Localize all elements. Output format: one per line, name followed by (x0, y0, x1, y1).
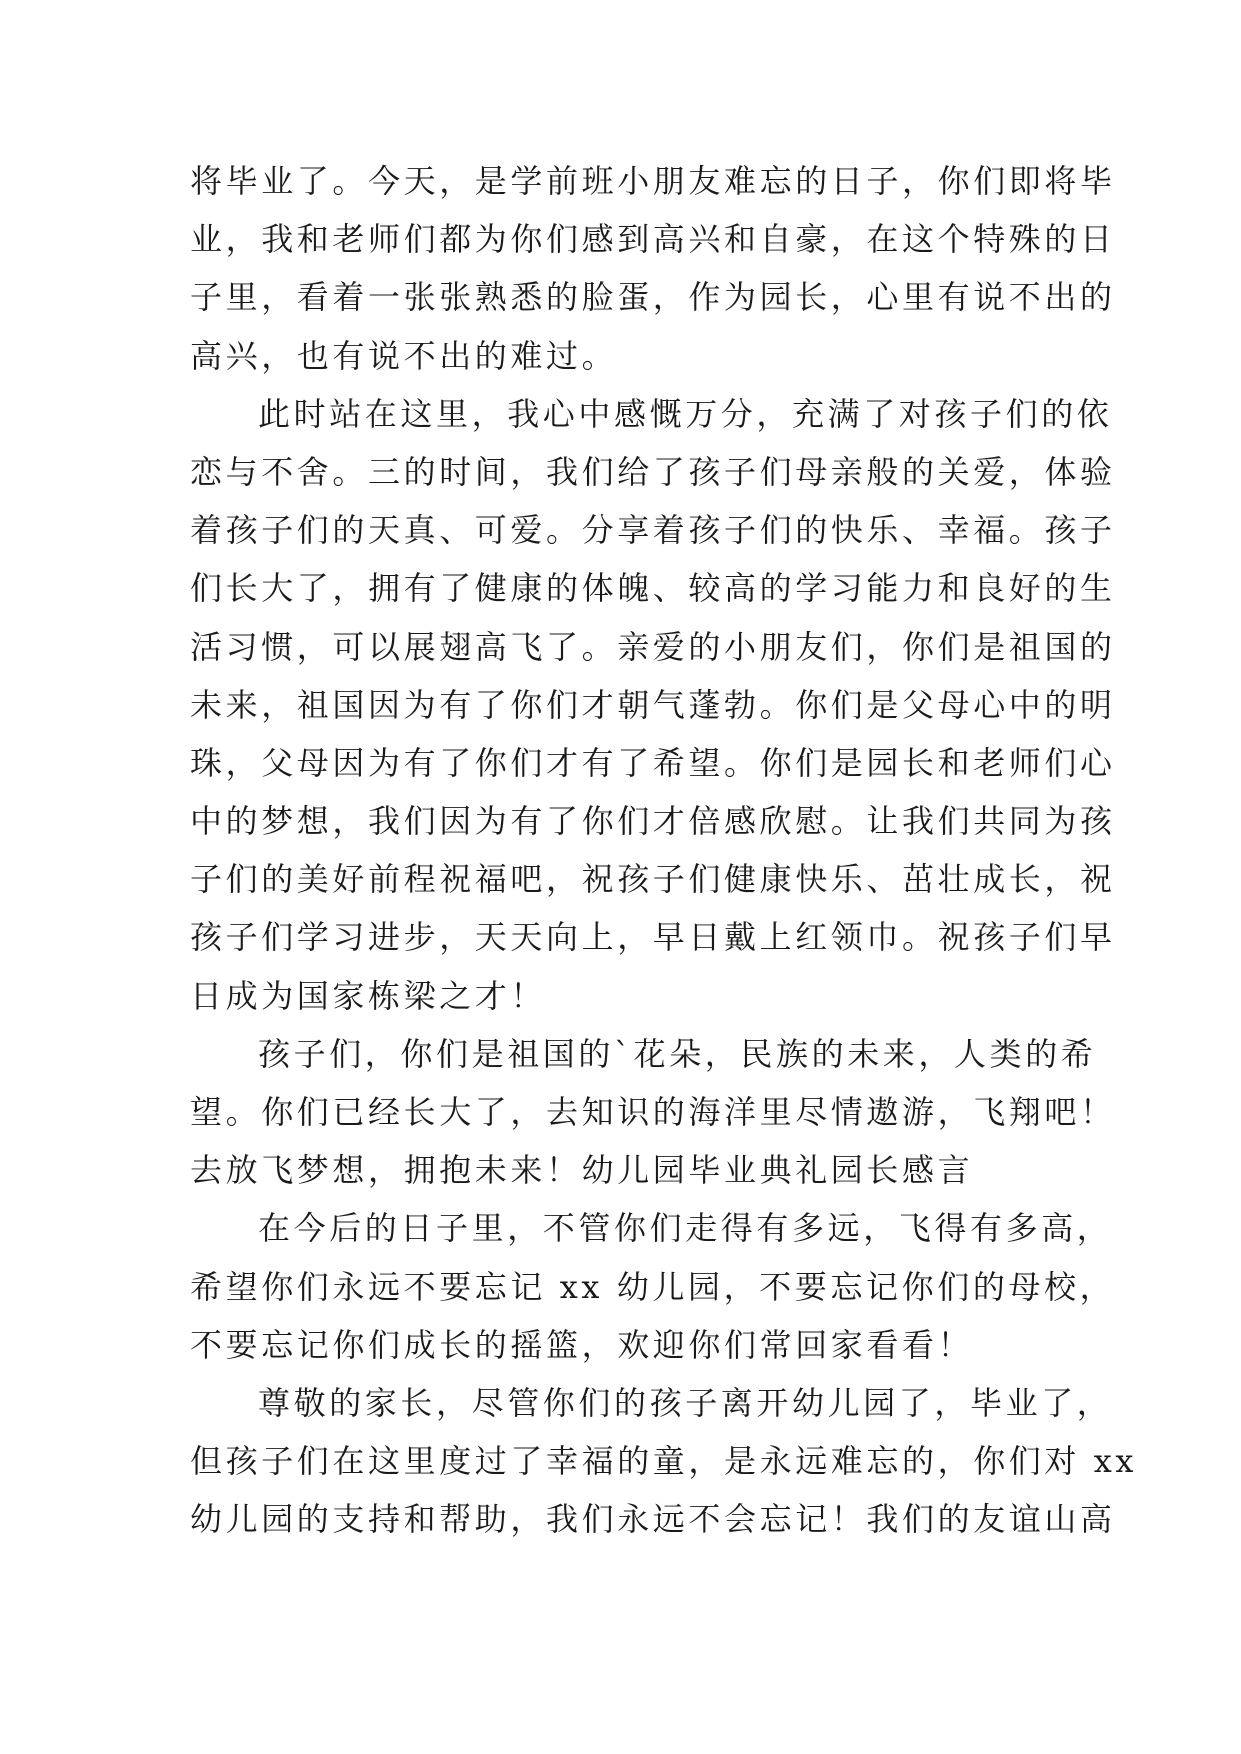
text-line: 日成为国家栋梁之才！ (190, 976, 547, 1015)
paragraph-2 (190, 385, 1116, 1025)
text-line: 未来，祖国因为有了你们才朝气蓬勃。你们是父母心中的明 (190, 685, 1116, 724)
paragraph-5 (190, 1374, 1138, 1549)
paragraph-3 (190, 1025, 1116, 1200)
text-line: 尊敬的家长，尽管你们的孩子离开幼儿园了，毕业了， (258, 1383, 1113, 1422)
paragraph-4 (190, 1199, 1116, 1374)
text-line: 着孩子们的天真、可爱。分享着孩子们的快乐、幸福。孩子 (190, 511, 1116, 550)
text-line: 孩子们学习进步，天天向上，早日戴上红领巾。祝孩子们早 (190, 918, 1116, 957)
paragraph-1 (190, 152, 1116, 385)
text-line: 活习惯，可以展翅高飞了。亲爱的小朋友们，你们是祖国的 (190, 627, 1116, 666)
text-line: 去放飞梦想，拥抱未来！幼儿园毕业典礼园长感言 (190, 1151, 974, 1190)
text-line: 中的梦想，我们因为有了你们才倍感欣慰。让我们共同为孩 (190, 802, 1116, 841)
text-line: 们长大了，拥有了健康的体魄、较高的学习能力和良好的生 (190, 569, 1116, 608)
text-line: 幼儿园的支持和帮助，我们永远不会忘记！我们的友谊山高 (190, 1500, 1116, 1539)
text-line: 不要忘记你们成长的摇篮，欢迎你们常回家看看！ (190, 1325, 974, 1364)
text-line: 希望你们永远不要忘记 xx 幼儿园，不要忘记你们的母校， (190, 1267, 1116, 1306)
text-line: 恋与不舍。三的时间，我们给了孩子们母亲般的关爱，体验 (190, 452, 1116, 491)
text-line: 望。你们已经长大了，去知识的海洋里尽情遨游，飞翔吧！ (190, 1093, 1116, 1131)
text-line: 子们的美好前程祝福吧，祝孩子们健康快乐、茁壮成长，祝 (190, 860, 1116, 899)
text-line: 将毕业了。今天，是学前班小朋友难忘的日子，你们即将毕 (190, 162, 1116, 200)
text-line: 子里，看着一张张熟悉的脸蛋，作为园长，心里有说不出的 (190, 278, 1116, 317)
text-line: 高兴，也有说不出的难过。 (190, 336, 618, 375)
text-line: 孩子们，你们是祖国的`花朵，民族的未来，人类的希 (258, 1034, 1097, 1073)
text-line: 业，我和老师们都为你们感到高兴和自豪，在这个特殊的日 (190, 220, 1116, 259)
text-line: 此时站在这里，我心中感慨万分，充满了对孩子们的依 (258, 394, 1113, 433)
document-body (190, 152, 1138, 1549)
text-line: 在今后的日子里，不管你们走得有多远，飞得有多高， (258, 1209, 1113, 1248)
text-line: 珠，父母因为有了你们才有了希望。你们是园长和老师们心 (190, 743, 1116, 782)
text-line: 但孩子们在这里度过了幸福的童，是永远难忘的，你们对 xx (190, 1442, 1138, 1481)
